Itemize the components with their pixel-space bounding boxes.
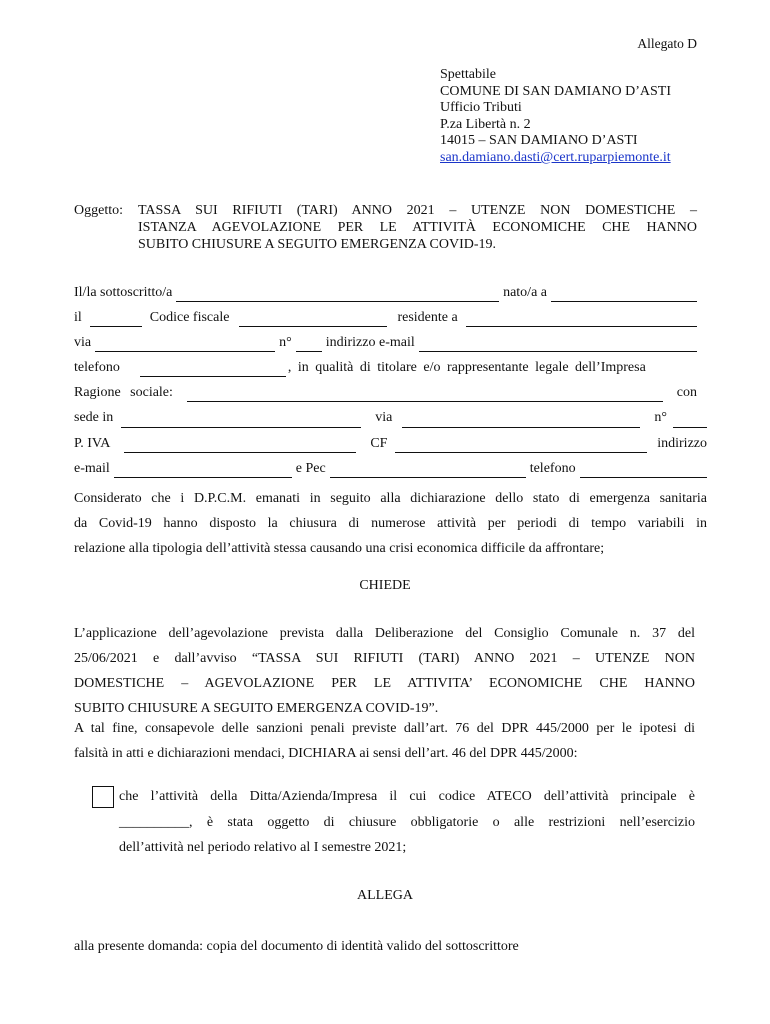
paragraph-line: A tal fine, consapevole delle sanzioni penali previste dall’art. 76 del DPR 445/2000 per le ipotesi di xyxy=(74,721,695,736)
fiscal-code-field[interactable] xyxy=(239,312,387,327)
field-label: via xyxy=(74,335,92,351)
email-field[interactable] xyxy=(419,337,697,352)
field-label: e Pec xyxy=(295,460,326,476)
allegato-label: Allegato D xyxy=(637,36,697,51)
form-row xyxy=(74,332,707,357)
paragraph-line: SUBITO CHIUSURE A SEGUITO EMERGENZA COVID-19”. xyxy=(74,701,439,716)
ateco-declaration-checkbox[interactable] xyxy=(92,786,114,808)
field-label: e-mail xyxy=(74,460,110,476)
phone-field[interactable] xyxy=(140,362,286,377)
allega-text: alla presente domanda: copia del documento di identità valido del sottoscrittore xyxy=(74,939,519,954)
vat-field[interactable] xyxy=(124,438,356,453)
paragraph-line: relazione alla tipologia dell’attività stessa causando una crisi economica difficile da affrontare; xyxy=(74,541,605,556)
field-label: n° xyxy=(654,410,667,426)
subject-line: TASSA SUI RIFIUTI (TARI) ANNO 2021 – UTENZE NON DOMESTICHE – xyxy=(138,203,697,218)
form-row xyxy=(74,382,707,407)
paragraph-line: falsità in atti e dichiarazioni mendaci, DICHIARA ai sensi dell’art. 46 del DPR 445/2000: xyxy=(74,746,578,761)
field-label: telefono xyxy=(529,460,576,476)
field-label: nato/a a xyxy=(503,285,547,300)
paragraph-line: 25/06/2021 e dall’avviso “TASSA SUI RIFIUTI (TARI) ANNO 2021 – UTENZE NON xyxy=(74,651,695,666)
paragraph-line: dell’attività nel periodo relativo al I semestre 2021; xyxy=(119,840,407,855)
paragraph-line: DOMESTICHE – AGEVOLAZIONE PER LE ATTIVITA’ ECONOMICHE CHE HANNO xyxy=(74,676,695,691)
field-label: via xyxy=(375,410,393,426)
recipient-line: 14015 – SAN DAMIANO D’ASTI xyxy=(440,133,638,149)
field-label: Codice fiscale xyxy=(149,310,230,326)
paragraph-line xyxy=(119,810,695,836)
field-label: CF xyxy=(370,435,388,451)
recipient-line: Ufficio Tributi xyxy=(440,100,522,116)
chiede-paragraph xyxy=(74,621,695,721)
name-field[interactable] xyxy=(176,287,499,302)
recipient-address xyxy=(440,67,671,167)
field-label: Il/la sottoscritto/a xyxy=(74,285,173,300)
applicant-form xyxy=(74,282,707,483)
form-row xyxy=(74,433,707,458)
seat-field[interactable] xyxy=(121,413,361,428)
company-cf-field[interactable] xyxy=(395,438,647,453)
paragraph-text: , è stata oggetto di chiusure obbligatorie o alle restrizioni nell’esercizio xyxy=(189,814,695,830)
recipient-line: Spettabile xyxy=(440,67,496,82)
ateco-declaration-text xyxy=(119,784,695,861)
paragraph-line: da Covid-19 hanno disposto la chiusura di numerose attività per periodi di tempo variabili in xyxy=(74,516,707,531)
ateco-code-field[interactable]: __________ xyxy=(119,814,189,830)
paragraph-line: Considerato che i D.P.C.M. emanati in seguito alla dichiarazione dello stato di emergenza sanitaria xyxy=(74,491,707,506)
paragraph-line: che l’attività della Ditta/Azienda/Impresa il cui codice ATECO dell’attività principale è xyxy=(119,789,695,804)
street-field[interactable] xyxy=(95,337,275,352)
field-label: n° xyxy=(279,335,292,351)
field-label: telefono xyxy=(74,360,120,376)
field-label: con xyxy=(676,385,697,401)
dichiara-intro-paragraph xyxy=(74,716,695,766)
allega-heading: ALLEGA xyxy=(357,888,413,903)
house-number-field[interactable] xyxy=(296,337,322,352)
company-phone-field[interactable] xyxy=(580,463,707,478)
field-label: , in qualità di titolare e/o rappresentante legale dell’Impresa xyxy=(287,360,646,376)
seat-number-field[interactable] xyxy=(673,413,707,428)
subject-label: Oggetto: xyxy=(74,203,123,218)
field-label: indirizzo xyxy=(657,435,707,451)
form-row xyxy=(74,458,707,483)
subject-block xyxy=(74,202,697,253)
pec-field[interactable] xyxy=(330,463,526,478)
field-label: indirizzo e-mail xyxy=(325,335,415,351)
form-row xyxy=(74,307,707,332)
recipient-line: COMUNE DI SAN DAMIANO D’ASTI xyxy=(440,83,671,99)
considerato-paragraph xyxy=(74,486,707,561)
birthdate-field[interactable] xyxy=(90,312,142,327)
subject-line: SUBITO CHIUSURE A SEGUITO EMERGENZA COVID-19. xyxy=(138,237,497,252)
chiede-heading: CHIEDE xyxy=(359,578,411,593)
field-label: Ragione sociale: xyxy=(74,385,173,401)
company-email-field[interactable] xyxy=(114,463,292,478)
subject-line: ISTANZA AGEVOLAZIONE PER LE ATTIVITÀ ECONOMICHE CHE HANNO xyxy=(138,220,697,235)
recipient-email-link[interactable]: san.damiano.dasti@cert.ruparpiemonte.it xyxy=(440,149,671,165)
recipient-line: P.za Libertà n. 2 xyxy=(440,116,531,132)
form-row xyxy=(74,357,707,382)
residence-field[interactable] xyxy=(466,312,697,327)
form-row xyxy=(74,407,707,432)
birthplace-field[interactable] xyxy=(551,287,697,302)
seat-street-field[interactable] xyxy=(402,413,640,428)
field-label: il xyxy=(74,310,82,326)
form-row xyxy=(74,282,707,307)
paragraph-line: L’applicazione dell’agevolazione prevista dalla Deliberazione del Consiglio Comunale n. 37 del xyxy=(74,626,695,641)
field-label: residente a xyxy=(397,310,458,326)
field-label: P. IVA xyxy=(74,435,111,451)
company-name-field[interactable] xyxy=(187,387,663,402)
field-label: sede in xyxy=(74,410,114,426)
